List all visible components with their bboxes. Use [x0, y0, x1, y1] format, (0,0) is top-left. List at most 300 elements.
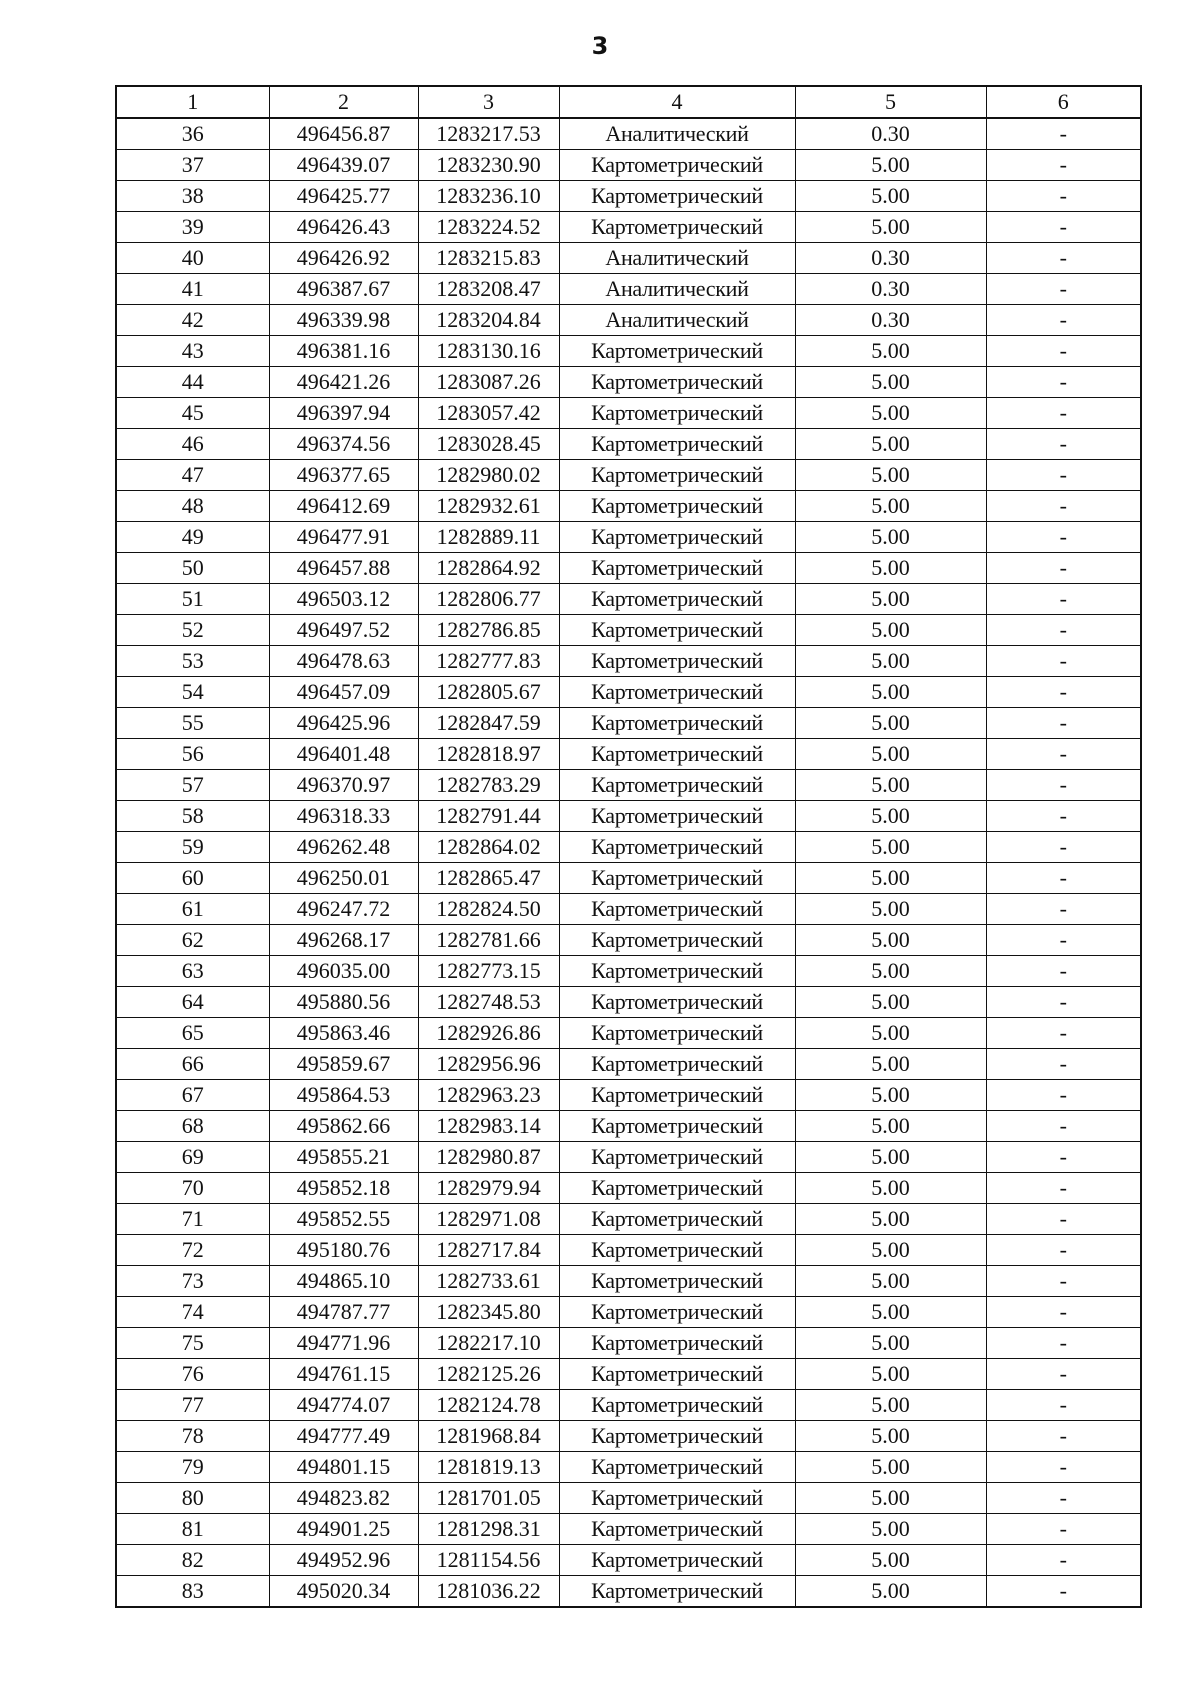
x-coordinate-cell: 494777.49 — [269, 1421, 418, 1452]
method-cell: Аналитический — [559, 305, 795, 336]
method-cell: Картометрический — [559, 956, 795, 987]
table-row — [116, 956, 1141, 987]
y-coordinate-cell: 1281036.22 — [418, 1576, 559, 1608]
table-row — [116, 863, 1141, 894]
y-coordinate-cell: 1282864.92 — [418, 553, 559, 584]
accuracy-cell: 0.30 — [795, 243, 986, 274]
note-cell: - — [986, 956, 1141, 987]
note-cell: - — [986, 1328, 1141, 1359]
method-cell: Картометрический — [559, 801, 795, 832]
method-cell: Картометрический — [559, 1018, 795, 1049]
x-coordinate-cell: 496439.07 — [269, 150, 418, 181]
accuracy-cell: 5.00 — [795, 491, 986, 522]
x-coordinate-cell: 495020.34 — [269, 1576, 418, 1608]
table-row — [116, 1359, 1141, 1390]
table-row — [116, 1204, 1141, 1235]
x-coordinate-cell: 495880.56 — [269, 987, 418, 1018]
note-cell: - — [986, 1142, 1141, 1173]
point-number-cell: 47 — [116, 460, 269, 491]
accuracy-cell: 5.00 — [795, 1421, 986, 1452]
y-coordinate-cell: 1283236.10 — [418, 181, 559, 212]
note-cell: - — [986, 305, 1141, 336]
table-row — [116, 584, 1141, 615]
point-number-cell: 80 — [116, 1483, 269, 1514]
method-cell: Картометрический — [559, 1142, 795, 1173]
x-coordinate-cell: 496457.09 — [269, 677, 418, 708]
accuracy-cell: 5.00 — [795, 1483, 986, 1514]
accuracy-cell: 5.00 — [795, 925, 986, 956]
point-number-cell: 70 — [116, 1173, 269, 1204]
x-coordinate-cell: 495180.76 — [269, 1235, 418, 1266]
point-number-cell: 52 — [116, 615, 269, 646]
method-cell: Картометрический — [559, 336, 795, 367]
x-coordinate-cell: 496457.88 — [269, 553, 418, 584]
method-cell: Аналитический — [559, 274, 795, 305]
accuracy-cell: 5.00 — [795, 150, 986, 181]
accuracy-cell: 5.00 — [795, 1111, 986, 1142]
accuracy-cell: 5.00 — [795, 708, 986, 739]
method-cell: Картометрический — [559, 1452, 795, 1483]
note-cell: - — [986, 615, 1141, 646]
table-row — [116, 1483, 1141, 1514]
method-cell: Картометрический — [559, 739, 795, 770]
x-coordinate-cell: 496425.96 — [269, 708, 418, 739]
note-cell: - — [986, 584, 1141, 615]
point-number-cell: 83 — [116, 1576, 269, 1608]
y-coordinate-cell: 1283057.42 — [418, 398, 559, 429]
accuracy-cell: 5.00 — [795, 1390, 986, 1421]
point-number-cell: 76 — [116, 1359, 269, 1390]
note-cell: - — [986, 1266, 1141, 1297]
point-number-cell: 50 — [116, 553, 269, 584]
y-coordinate-cell: 1282733.61 — [418, 1266, 559, 1297]
table-header-row — [116, 86, 1141, 118]
table-row — [116, 1452, 1141, 1483]
method-cell: Картометрический — [559, 367, 795, 398]
note-cell: - — [986, 770, 1141, 801]
method-cell: Картометрический — [559, 925, 795, 956]
note-cell: - — [986, 987, 1141, 1018]
y-coordinate-cell: 1282806.77 — [418, 584, 559, 615]
y-coordinate-cell: 1282979.94 — [418, 1173, 559, 1204]
point-number-cell: 69 — [116, 1142, 269, 1173]
method-cell: Картометрический — [559, 708, 795, 739]
method-cell: Картометрический — [559, 181, 795, 212]
y-coordinate-cell: 1282773.15 — [418, 956, 559, 987]
y-coordinate-cell: 1282824.50 — [418, 894, 559, 925]
x-coordinate-cell: 494865.10 — [269, 1266, 418, 1297]
x-coordinate-cell: 496268.17 — [269, 925, 418, 956]
accuracy-cell: 5.00 — [795, 1328, 986, 1359]
table-row — [116, 1142, 1141, 1173]
accuracy-cell: 5.00 — [795, 336, 986, 367]
accuracy-cell: 5.00 — [795, 1049, 986, 1080]
point-number-cell: 81 — [116, 1514, 269, 1545]
accuracy-cell: 5.00 — [795, 584, 986, 615]
point-number-cell: 72 — [116, 1235, 269, 1266]
table-row — [116, 336, 1141, 367]
point-number-cell: 49 — [116, 522, 269, 553]
y-coordinate-cell: 1281701.05 — [418, 1483, 559, 1514]
note-cell: - — [986, 863, 1141, 894]
accuracy-cell: 5.00 — [795, 1359, 986, 1390]
table-row — [116, 770, 1141, 801]
table-row — [116, 677, 1141, 708]
y-coordinate-cell: 1281298.31 — [418, 1514, 559, 1545]
method-cell: Картометрический — [559, 1111, 795, 1142]
accuracy-cell: 5.00 — [795, 181, 986, 212]
note-cell: - — [986, 398, 1141, 429]
accuracy-cell: 5.00 — [795, 739, 986, 770]
accuracy-cell: 0.30 — [795, 274, 986, 305]
point-number-cell: 67 — [116, 1080, 269, 1111]
y-coordinate-cell: 1282971.08 — [418, 1204, 559, 1235]
y-coordinate-cell: 1282786.85 — [418, 615, 559, 646]
coordinates-table — [115, 85, 1142, 1608]
table-row — [116, 429, 1141, 460]
table-row — [116, 894, 1141, 925]
note-cell: - — [986, 1080, 1141, 1111]
x-coordinate-cell: 496426.92 — [269, 243, 418, 274]
table-row — [116, 1049, 1141, 1080]
x-coordinate-cell: 496370.97 — [269, 770, 418, 801]
x-coordinate-cell: 495863.46 — [269, 1018, 418, 1049]
y-coordinate-cell: 1282125.26 — [418, 1359, 559, 1390]
table-row — [116, 1390, 1141, 1421]
method-cell: Картометрический — [559, 1235, 795, 1266]
method-cell: Картометрический — [559, 1204, 795, 1235]
note-cell: - — [986, 491, 1141, 522]
method-cell: Картометрический — [559, 1390, 795, 1421]
note-cell: - — [986, 150, 1141, 181]
method-cell: Картометрический — [559, 1297, 795, 1328]
x-coordinate-cell: 496426.43 — [269, 212, 418, 243]
point-number-cell: 39 — [116, 212, 269, 243]
table-row — [116, 553, 1141, 584]
note-cell: - — [986, 1483, 1141, 1514]
x-coordinate-cell: 496397.94 — [269, 398, 418, 429]
method-cell: Картометрический — [559, 615, 795, 646]
method-cell: Картометрический — [559, 832, 795, 863]
note-cell: - — [986, 925, 1141, 956]
x-coordinate-cell: 494774.07 — [269, 1390, 418, 1421]
y-coordinate-cell: 1282805.67 — [418, 677, 559, 708]
y-coordinate-cell: 1283230.90 — [418, 150, 559, 181]
note-cell: - — [986, 522, 1141, 553]
table-row — [116, 118, 1141, 150]
point-number-cell: 44 — [116, 367, 269, 398]
x-coordinate-cell: 495862.66 — [269, 1111, 418, 1142]
accuracy-cell: 0.30 — [795, 118, 986, 150]
x-coordinate-cell: 494787.77 — [269, 1297, 418, 1328]
method-cell: Картометрический — [559, 1049, 795, 1080]
table-row — [116, 987, 1141, 1018]
table-row — [116, 615, 1141, 646]
accuracy-cell: 5.00 — [795, 956, 986, 987]
y-coordinate-cell: 1282717.84 — [418, 1235, 559, 1266]
point-number-cell: 56 — [116, 739, 269, 770]
table-row — [116, 1235, 1141, 1266]
accuracy-cell: 5.00 — [795, 1514, 986, 1545]
point-number-cell: 68 — [116, 1111, 269, 1142]
note-cell: - — [986, 181, 1141, 212]
method-cell: Картометрический — [559, 770, 795, 801]
method-cell: Картометрический — [559, 987, 795, 1018]
column-header: 3 — [418, 86, 559, 118]
x-coordinate-cell: 496318.33 — [269, 801, 418, 832]
accuracy-cell: 5.00 — [795, 1018, 986, 1049]
y-coordinate-cell: 1282932.61 — [418, 491, 559, 522]
y-coordinate-cell: 1282818.97 — [418, 739, 559, 770]
y-coordinate-cell: 1282983.14 — [418, 1111, 559, 1142]
x-coordinate-cell: 495852.55 — [269, 1204, 418, 1235]
y-coordinate-cell: 1282124.78 — [418, 1390, 559, 1421]
y-coordinate-cell: 1282783.29 — [418, 770, 559, 801]
point-number-cell: 42 — [116, 305, 269, 336]
point-number-cell: 61 — [116, 894, 269, 925]
point-number-cell: 82 — [116, 1545, 269, 1576]
x-coordinate-cell: 496401.48 — [269, 739, 418, 770]
accuracy-cell: 5.00 — [795, 1142, 986, 1173]
method-cell: Картометрический — [559, 894, 795, 925]
y-coordinate-cell: 1283204.84 — [418, 305, 559, 336]
point-number-cell: 79 — [116, 1452, 269, 1483]
accuracy-cell: 5.00 — [795, 1235, 986, 1266]
note-cell: - — [986, 1111, 1141, 1142]
point-number-cell: 37 — [116, 150, 269, 181]
point-number-cell: 59 — [116, 832, 269, 863]
accuracy-cell: 5.00 — [795, 1576, 986, 1608]
x-coordinate-cell: 496421.26 — [269, 367, 418, 398]
table-row — [116, 832, 1141, 863]
method-cell: Картометрический — [559, 1359, 795, 1390]
y-coordinate-cell: 1282217.10 — [418, 1328, 559, 1359]
method-cell: Картометрический — [559, 491, 795, 522]
x-coordinate-cell: 496425.77 — [269, 181, 418, 212]
point-number-cell: 78 — [116, 1421, 269, 1452]
table-row — [116, 925, 1141, 956]
table-row — [116, 708, 1141, 739]
note-cell: - — [986, 1545, 1141, 1576]
x-coordinate-cell: 496412.69 — [269, 491, 418, 522]
table-row — [116, 801, 1141, 832]
accuracy-cell: 5.00 — [795, 832, 986, 863]
method-cell: Картометрический — [559, 429, 795, 460]
column-header: 2 — [269, 86, 418, 118]
note-cell: - — [986, 1576, 1141, 1608]
accuracy-cell: 5.00 — [795, 894, 986, 925]
note-cell: - — [986, 460, 1141, 491]
y-coordinate-cell: 1281968.84 — [418, 1421, 559, 1452]
note-cell: - — [986, 1173, 1141, 1204]
method-cell: Картометрический — [559, 1514, 795, 1545]
method-cell: Картометрический — [559, 460, 795, 491]
x-coordinate-cell: 495864.53 — [269, 1080, 418, 1111]
method-cell: Картометрический — [559, 522, 795, 553]
point-number-cell: 73 — [116, 1266, 269, 1297]
note-cell: - — [986, 336, 1141, 367]
accuracy-cell: 5.00 — [795, 987, 986, 1018]
note-cell: - — [986, 243, 1141, 274]
method-cell: Картометрический — [559, 1483, 795, 1514]
x-coordinate-cell: 494771.96 — [269, 1328, 418, 1359]
accuracy-cell: 5.00 — [795, 801, 986, 832]
table-row — [116, 1018, 1141, 1049]
accuracy-cell: 5.00 — [795, 1266, 986, 1297]
accuracy-cell: 5.00 — [795, 429, 986, 460]
y-coordinate-cell: 1282865.47 — [418, 863, 559, 894]
x-coordinate-cell: 496262.48 — [269, 832, 418, 863]
accuracy-cell: 5.00 — [795, 677, 986, 708]
point-number-cell: 55 — [116, 708, 269, 739]
x-coordinate-cell: 495855.21 — [269, 1142, 418, 1173]
table-row — [116, 367, 1141, 398]
note-cell: - — [986, 1204, 1141, 1235]
note-cell: - — [986, 1235, 1141, 1266]
y-coordinate-cell: 1282748.53 — [418, 987, 559, 1018]
accuracy-cell: 5.00 — [795, 460, 986, 491]
point-number-cell: 45 — [116, 398, 269, 429]
accuracy-cell: 5.00 — [795, 1173, 986, 1204]
x-coordinate-cell: 496497.52 — [269, 615, 418, 646]
table-row — [116, 150, 1141, 181]
method-cell: Картометрический — [559, 1545, 795, 1576]
point-number-cell: 40 — [116, 243, 269, 274]
x-coordinate-cell: 496503.12 — [269, 584, 418, 615]
x-coordinate-cell: 494761.15 — [269, 1359, 418, 1390]
note-cell: - — [986, 553, 1141, 584]
x-coordinate-cell: 496381.16 — [269, 336, 418, 367]
y-coordinate-cell: 1282864.02 — [418, 832, 559, 863]
y-coordinate-cell: 1281154.56 — [418, 1545, 559, 1576]
note-cell: - — [986, 1049, 1141, 1080]
page-number: 3 — [591, 32, 609, 60]
y-coordinate-cell: 1282963.23 — [418, 1080, 559, 1111]
note-cell: - — [986, 1297, 1141, 1328]
table-row — [116, 305, 1141, 336]
x-coordinate-cell: 496456.87 — [269, 118, 418, 150]
point-number-cell: 62 — [116, 925, 269, 956]
accuracy-cell: 5.00 — [795, 1297, 986, 1328]
method-cell: Картометрический — [559, 1421, 795, 1452]
note-cell: - — [986, 739, 1141, 770]
table-row — [116, 1421, 1141, 1452]
accuracy-cell: 5.00 — [795, 367, 986, 398]
y-coordinate-cell: 1283217.53 — [418, 118, 559, 150]
point-number-cell: 38 — [116, 181, 269, 212]
accuracy-cell: 5.00 — [795, 1080, 986, 1111]
x-coordinate-cell: 496477.91 — [269, 522, 418, 553]
note-cell: - — [986, 1018, 1141, 1049]
note-cell: - — [986, 367, 1141, 398]
table-row — [116, 460, 1141, 491]
point-number-cell: 74 — [116, 1297, 269, 1328]
accuracy-cell: 5.00 — [795, 1545, 986, 1576]
accuracy-cell: 5.00 — [795, 398, 986, 429]
table-row — [116, 398, 1141, 429]
y-coordinate-cell: 1283208.47 — [418, 274, 559, 305]
x-coordinate-cell: 496339.98 — [269, 305, 418, 336]
note-cell: - — [986, 1421, 1141, 1452]
point-number-cell: 65 — [116, 1018, 269, 1049]
table-row — [116, 1266, 1141, 1297]
method-cell: Картометрический — [559, 553, 795, 584]
note-cell: - — [986, 274, 1141, 305]
point-number-cell: 75 — [116, 1328, 269, 1359]
point-number-cell: 64 — [116, 987, 269, 1018]
y-coordinate-cell: 1282847.59 — [418, 708, 559, 739]
method-cell: Картометрический — [559, 398, 795, 429]
note-cell: - — [986, 1390, 1141, 1421]
y-coordinate-cell: 1283087.26 — [418, 367, 559, 398]
x-coordinate-cell: 496387.67 — [269, 274, 418, 305]
y-coordinate-cell: 1282791.44 — [418, 801, 559, 832]
column-header: 4 — [559, 86, 795, 118]
table-row — [116, 646, 1141, 677]
method-cell: Аналитический — [559, 243, 795, 274]
note-cell: - — [986, 118, 1141, 150]
method-cell: Аналитический — [559, 118, 795, 150]
note-cell: - — [986, 212, 1141, 243]
point-number-cell: 60 — [116, 863, 269, 894]
y-coordinate-cell: 1282980.87 — [418, 1142, 559, 1173]
table-row — [116, 1514, 1141, 1545]
point-number-cell: 66 — [116, 1049, 269, 1080]
point-number-cell: 71 — [116, 1204, 269, 1235]
y-coordinate-cell: 1283215.83 — [418, 243, 559, 274]
point-number-cell: 48 — [116, 491, 269, 522]
x-coordinate-cell: 494901.25 — [269, 1514, 418, 1545]
table-row — [116, 243, 1141, 274]
point-number-cell: 53 — [116, 646, 269, 677]
method-cell: Картометрический — [559, 584, 795, 615]
table-row — [116, 1328, 1141, 1359]
column-header: 1 — [116, 86, 269, 118]
y-coordinate-cell: 1283130.16 — [418, 336, 559, 367]
x-coordinate-cell: 496478.63 — [269, 646, 418, 677]
accuracy-cell: 5.00 — [795, 615, 986, 646]
note-cell: - — [986, 894, 1141, 925]
x-coordinate-cell: 494823.82 — [269, 1483, 418, 1514]
y-coordinate-cell: 1282926.86 — [418, 1018, 559, 1049]
point-number-cell: 54 — [116, 677, 269, 708]
accuracy-cell: 5.00 — [795, 863, 986, 894]
table-row — [116, 274, 1141, 305]
x-coordinate-cell: 496377.65 — [269, 460, 418, 491]
table-row — [116, 491, 1141, 522]
y-coordinate-cell: 1283224.52 — [418, 212, 559, 243]
x-coordinate-cell: 496250.01 — [269, 863, 418, 894]
x-coordinate-cell: 494801.15 — [269, 1452, 418, 1483]
method-cell: Картометрический — [559, 677, 795, 708]
accuracy-cell: 5.00 — [795, 770, 986, 801]
column-header: 5 — [795, 86, 986, 118]
table-row — [116, 1297, 1141, 1328]
method-cell: Картометрический — [559, 1266, 795, 1297]
x-coordinate-cell: 496035.00 — [269, 956, 418, 987]
note-cell: - — [986, 429, 1141, 460]
accuracy-cell: 5.00 — [795, 1452, 986, 1483]
table-row — [116, 1576, 1141, 1608]
y-coordinate-cell: 1281819.13 — [418, 1452, 559, 1483]
table-row — [116, 212, 1141, 243]
method-cell: Картометрический — [559, 1328, 795, 1359]
table-row — [116, 1080, 1141, 1111]
y-coordinate-cell: 1282956.96 — [418, 1049, 559, 1080]
table-row — [116, 1111, 1141, 1142]
table-row — [116, 181, 1141, 212]
point-number-cell: 36 — [116, 118, 269, 150]
